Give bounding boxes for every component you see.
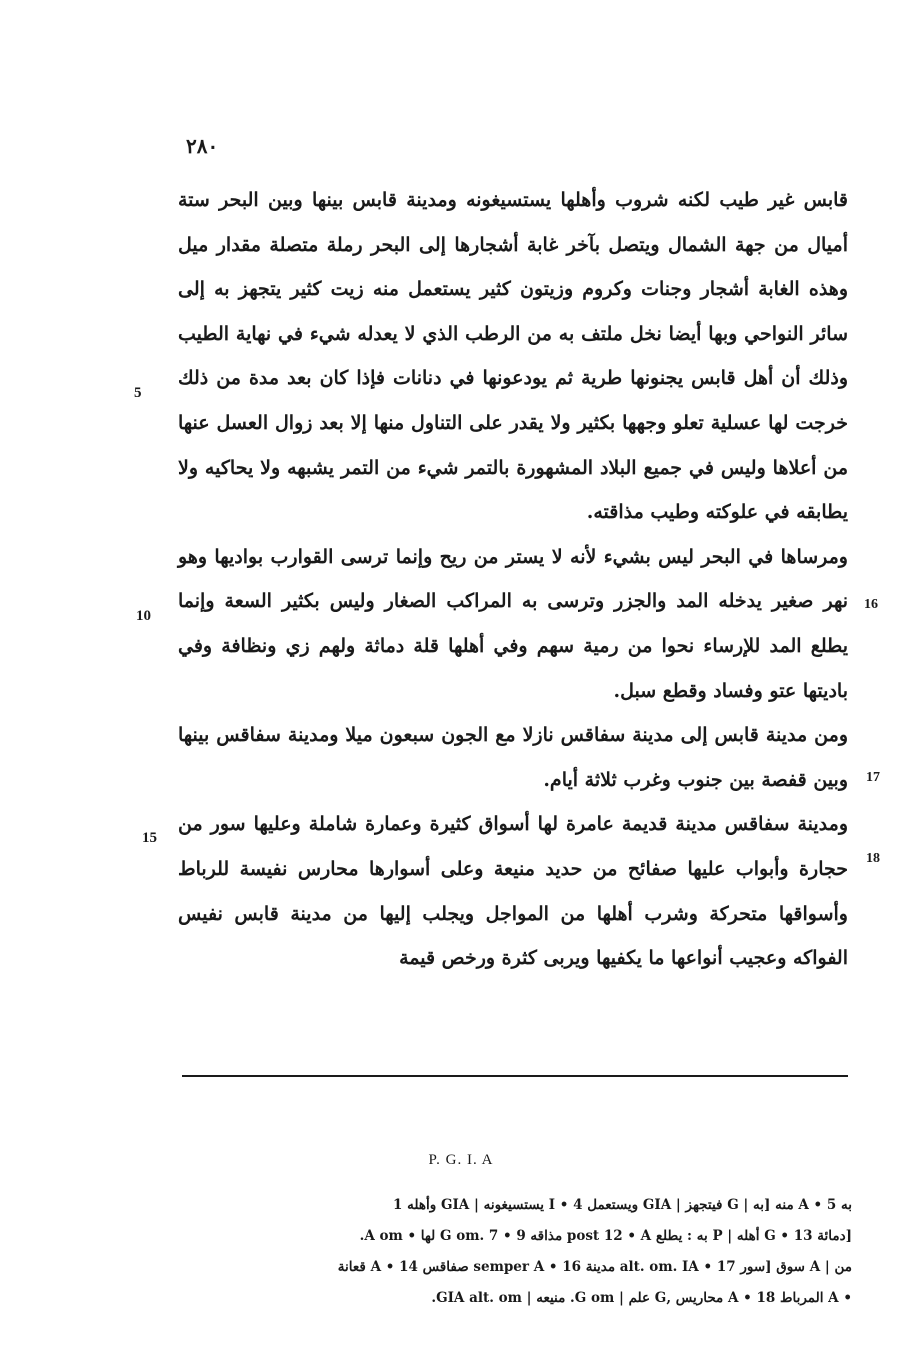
- critical-apparatus: [180, 1190, 852, 1314]
- line-number-marker: 15: [142, 830, 157, 846]
- line-number-marker: 5: [134, 385, 142, 401]
- paragraph-number-marker: 17: [866, 770, 880, 785]
- paragraph: قابس غير طيب لكنه شروب وأهلها يستسيغونه ومدينة قابس بينها وبين البحر ستة أميال من جهة الشمال ويتصل بآخر غابة أشجارها إلى البحر رملة متصلة مقدار ميل وهذه الغابة أشجار وجنات وكروم وزيتون كثير يستعمل منه زيت كثير يتجهز به إلى سائر النواحي وبها أيضا نخل ملتف به من الرطب الذي لا يعدله شيء في نهاية الطيب وذلك أن أهل قابس يجنونها طرية ثم يودعونها في دنانات فإذا كان بعد مدة من ذلك خرجت لها عسلية تعلو وجهها بكثير ولا يقدر على التناول منها إلا بعد زوال العسل عنها من أعلاها وليس في جميع البلاد المشهورة بالتمر شيء من التمر يشبهه ولا يحاكيه ولا يطابقه في علوكته وطيب مذاقته.: [178, 189, 848, 524]
- page-number: ٢٨٠: [186, 134, 219, 158]
- apparatus-line: • A المرباط 18 • A محاريس ,G علم | G om. منيعه | GIA alt. om.: [431, 1290, 852, 1306]
- footnote-divider: [182, 1075, 848, 1077]
- manuscript-sigla: P. G. I. A: [428, 1152, 494, 1168]
- line-number-marker: 10: [136, 608, 151, 624]
- apparatus-line: من | A سوق [سور 17 • alt. om. IA مدينة 16 • semper A صفاقس 14 • A قعانة: [337, 1259, 852, 1275]
- paragraph: ومدينة سفاقس مدينة قديمة عامرة لها أسواق كثيرة وعمارة شاملة وعليها سور من حجارة وأبواب عليها صفائح من حديد منيعة وعلى أسوارها محارس نفيسة للرباط وأسواقها متحركة وشرب أهلها من المواجل ويجلب إليها من مدينة قابس نفيس الفواكه وعجيب أنواعها ما يكفيها ويربى كثرة ورخص قيمة: [178, 813, 848, 970]
- main-text: [178, 178, 848, 981]
- paragraph: ومرساها في البحر ليس بشيء لأنه لا يستر من ريح وإنما ترسى القوارب بواديها وهو نهر صغير يدخله المد والجزر وترسى به المراكب الصغار وليس بكثير السعة وإنما يطلع المد للإرساء نحوا من رمية سهم وفي أهلها قلة دماثة ولهم زي ونظافة وفي باديتها عتو وفساد وقطع سبل.: [178, 545, 848, 702]
- paragraph-number-marker: 18: [866, 851, 880, 866]
- apparatus-line: [دمائة 13 • G أهله | P به : يطلع post 12 • A مذاقه 9 • G om. 7 لها • A om.: [359, 1228, 852, 1244]
- paragraph: ومن مدينة قابس إلى مدينة سفاقس نازلا مع الجون سبعون ميلا ومدينة سفاقس بينها وبين قفصة بين جنوب وغرب ثلاثة أيام.: [178, 724, 848, 791]
- paragraph-number-marker: 16: [864, 597, 878, 612]
- apparatus-line: به 5 • A منه [به | G فيتجهز | GIA ويستعمل 4 • I يستسيغونه | GIA وأهله 1: [393, 1197, 852, 1213]
